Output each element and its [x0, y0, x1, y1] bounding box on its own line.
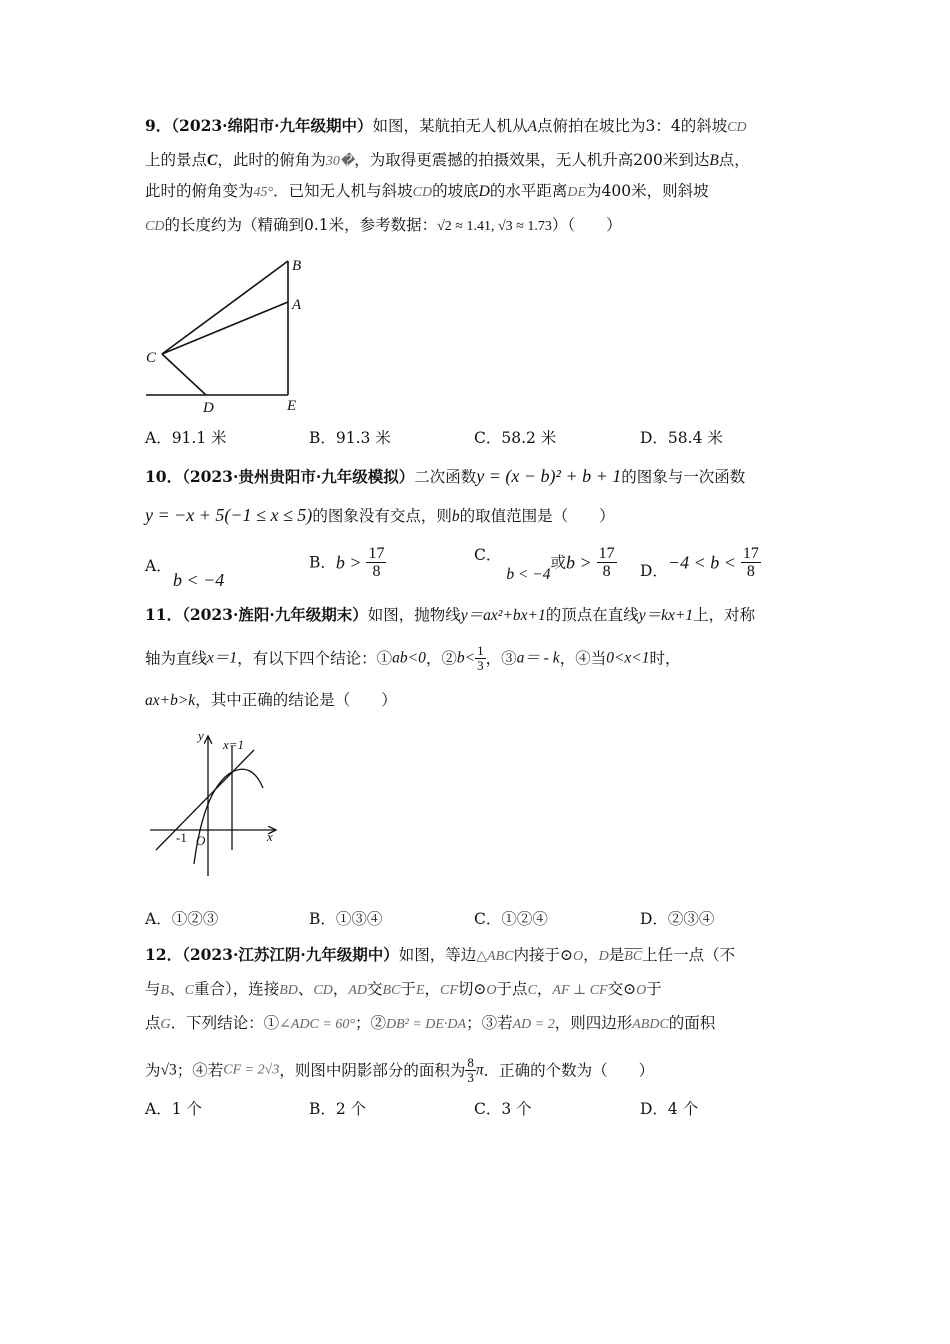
q9-angle-45: 45° — [253, 185, 274, 200]
q12-text: ；③若 — [466, 1014, 513, 1032]
q10-option-b-label: B． — [309, 553, 336, 572]
q11-label-y: y — [198, 728, 204, 743]
q9-line-ca — [162, 302, 288, 354]
q12-text: ， — [332, 980, 349, 998]
q10-option-d-label: D． — [640, 561, 668, 580]
q9-option-d[interactable]: D．58.4 米 — [640, 429, 723, 447]
q12-text: 为 — [145, 1061, 161, 1080]
q11-label-neg1: -1 — [176, 830, 187, 845]
q10-option-b-math: b > — [335, 552, 362, 573]
q10-source: （2023·贵州贵阳市·九年级模拟） — [182, 467, 415, 486]
q11-text: ，④当 — [559, 649, 607, 668]
q9-line-1 — [145, 116, 747, 138]
q12-line-3 — [145, 1013, 715, 1035]
fraction-denominator: 8 — [746, 563, 755, 580]
q12-text: ， — [583, 946, 599, 964]
q12-text: 如图，等边 — [398, 946, 477, 964]
q9-label-e: E — [287, 398, 297, 414]
q12-pi: π — [475, 1061, 484, 1079]
q11-text: 轴为直线 — [145, 649, 208, 668]
q12-text: 切⊙ — [457, 980, 487, 998]
q12-line-2 — [145, 979, 662, 1001]
q9-line-cb — [162, 261, 288, 354]
q12-conclusion-3: AD = 2 — [512, 1017, 555, 1032]
fraction-denominator: 8 — [372, 563, 381, 580]
q12-option-a[interactable]: A．1 个 — [145, 1100, 202, 1118]
q9-var-c: C — [207, 152, 218, 169]
q11-text: ，② — [425, 649, 457, 668]
q10-option-c-math2: b > — [566, 552, 592, 573]
q11-line-3 — [145, 690, 397, 711]
q12-conclusion-2: DB² = DE·DA — [385, 1017, 467, 1032]
q9-option-a[interactable]: A．91.1 米 — [145, 429, 227, 447]
q9-line-4 — [145, 215, 622, 237]
fraction-denominator: 3 — [477, 658, 484, 673]
q11-fraction — [475, 644, 486, 673]
q9-var-b: B — [709, 152, 719, 169]
q9-var-d: D — [478, 183, 490, 200]
q9-text: ，此时的俯角为 — [217, 151, 326, 169]
q9-var-cd: CD — [727, 120, 747, 135]
q12-text: 、 — [169, 980, 185, 998]
q11-text: 如图，抛物线 — [367, 606, 461, 624]
q12-var: BD — [279, 983, 298, 998]
q11-axis-expr: x＝1 — [207, 649, 238, 667]
q11-figure — [148, 728, 283, 878]
q11-parabola-expr: y＝ax²+bx+1 — [460, 607, 546, 624]
q10-var-b: b — [451, 508, 460, 525]
q12-text: 交 — [367, 980, 383, 998]
q12-text: ，则图中阴影部分的面积为 — [279, 1061, 466, 1080]
q9-var-a: A — [527, 118, 537, 135]
q11-label-x: x — [267, 829, 273, 844]
fraction-numerator: 17 — [368, 545, 385, 562]
q9-text: 点俯拍在坡比为3：4的斜坡 — [536, 117, 728, 135]
q12-text: 重合），连接 — [193, 980, 280, 998]
q12-var: O — [486, 983, 497, 998]
q12-var: CD — [313, 983, 333, 998]
q11-text: 上，对称 — [693, 606, 756, 624]
q10-option-d-fraction — [741, 545, 761, 580]
q10-option-d-math: −4 < b < — [667, 552, 736, 573]
q12-text: ；④若 — [176, 1061, 224, 1080]
q9-label-d: D — [203, 400, 214, 416]
q12-text: 交⊙ — [607, 980, 637, 998]
q12-text: 上任一点（不 — [642, 946, 736, 964]
q11-conclusion-1: ab<0 — [392, 649, 426, 667]
q9-source: （2023·绵阳市·九年级期中） — [171, 116, 373, 135]
q12-text: 点 — [145, 1014, 161, 1032]
q12-source: （2023·江苏江阴·九年级期中） — [182, 945, 399, 964]
q11-option-a[interactable]: A．①②③ — [145, 910, 219, 928]
fraction-denominator: 8 — [602, 563, 611, 580]
q9-text: ，为取得更震撼的拍摄效果，无人机升高200米到达 — [354, 151, 710, 169]
q11-inequality: ax+b>k — [145, 692, 196, 709]
q10-option-a-label: A． — [145, 557, 172, 575]
q12-var-o: O — [573, 949, 584, 964]
q12-var: C — [184, 983, 194, 998]
q12-var: E — [415, 983, 425, 998]
q11-line-1 — [145, 605, 755, 626]
q11-conclusion-2: b< — [456, 649, 476, 667]
q11-label-axis: x=1 — [223, 737, 245, 752]
q12-line-1 — [145, 945, 735, 967]
q9-option-b[interactable]: B．91.3 米 — [309, 429, 391, 447]
q12-text: 、 — [297, 980, 314, 998]
q9-text: ）（ ） — [551, 216, 622, 234]
q12-text: ．正确的个数为（ ） — [483, 1061, 655, 1080]
q12-line-4 — [145, 1056, 654, 1085]
fraction-denominator: 3 — [467, 1070, 474, 1085]
q9-label-c: C — [146, 350, 157, 366]
q11-text: 的顶点在直线 — [545, 606, 639, 624]
q11-text: ，③ — [485, 649, 517, 668]
q10-line-1 — [145, 466, 745, 487]
q12-option-b[interactable]: B．2 个 — [309, 1100, 367, 1118]
q9-text: 点， — [718, 151, 750, 169]
q9-text: 为400米，则斜坡 — [586, 182, 709, 200]
q11-option-b[interactable]: B．①③④ — [309, 910, 383, 928]
q9-var-de: DE — [567, 185, 586, 200]
q9-label-b: B — [292, 258, 302, 274]
q12-text: ；② — [354, 1014, 386, 1032]
q10-number: 10． — [145, 467, 183, 486]
q9-reference-data: √2 ≈ 1.41, √3 ≈ 1.73 — [437, 219, 552, 234]
q10-option-c-math1: b < −4 — [506, 565, 551, 583]
q10-option-c[interactable] — [474, 545, 617, 583]
q11-parabola — [194, 769, 263, 864]
q12-conclusion-4: CF = 2√3 — [223, 1062, 280, 1078]
q9-angle-30: 30� — [325, 154, 355, 169]
q12-text: 于 — [646, 980, 662, 998]
q10-option-d[interactable] — [640, 545, 761, 580]
q12-triangle: △ABC — [476, 949, 514, 964]
q11-text: ，有以下四个结论：① — [237, 649, 393, 668]
q9-text: 此时的俯角变为 — [145, 182, 254, 200]
q12-var: B — [160, 983, 170, 998]
q12-text: 的面积 — [668, 1014, 716, 1032]
q12-sqrt3: √3 — [160, 1061, 177, 1079]
q12-text: 与 — [145, 980, 161, 998]
q10-option-b-fraction — [366, 545, 386, 580]
q10-option-a-math: b < −4 — [173, 570, 225, 590]
q10-text: 的图象没有交点，则 — [312, 507, 452, 525]
q10-text: 二次函数 — [414, 468, 477, 486]
q12-number: 12． — [145, 945, 183, 964]
q12-text: 是 — [608, 946, 625, 964]
q12-var-d: D — [598, 949, 609, 964]
q10-text: 的图象与一次函数 — [621, 468, 746, 486]
q9-text: 的水平距离 — [489, 182, 568, 200]
q12-quadrilateral: ABDC — [632, 1017, 669, 1032]
q10-option-a[interactable] — [145, 556, 172, 576]
q10-option-a-expr — [173, 570, 224, 591]
q9-option-c[interactable]: C．58.2 米 — [474, 429, 557, 447]
q12-var: AD — [348, 983, 368, 998]
q11-source: （2023·旌阳·九年级期末） — [182, 605, 368, 624]
q10-option-b[interactable] — [309, 545, 386, 580]
fraction-numerator: 8 — [467, 1055, 474, 1070]
q12-var: G — [160, 1017, 171, 1032]
q9-text: 的长度约为（精确到0.1米，参考数据： — [164, 216, 438, 234]
q11-text: 时， — [649, 649, 681, 668]
q12-var: BC — [382, 983, 401, 998]
q11-text: ，其中正确的结论是（ ） — [195, 691, 397, 709]
q12-var: C — [527, 983, 537, 998]
q12-var: CF — [440, 983, 458, 998]
q12-text: ．下列结论：① — [170, 1014, 280, 1032]
q12-var: O — [636, 983, 647, 998]
q12-perpendicular: AF ⊥ CF — [552, 983, 608, 998]
fraction-numerator: 17 — [742, 545, 759, 562]
q9-line-3 — [145, 181, 709, 203]
q9-label-a: A — [292, 297, 302, 313]
q9-line-2 — [145, 150, 750, 172]
q12-text: ，则四边形 — [554, 1014, 633, 1032]
q11-line-2 — [145, 644, 681, 673]
q12-arc-bc: $\overline{BC}$ — [624, 949, 643, 964]
q11-option-d[interactable]: D．②③④ — [640, 910, 715, 928]
q9-var-cd: CD — [145, 219, 165, 234]
q12-text: 于点 — [496, 980, 528, 998]
q11-number: 11． — [145, 605, 183, 624]
q10-linear-expr: y = −x + 5(−1 ≤ x ≤ 5) — [145, 505, 313, 525]
fraction-numerator: 1 — [477, 643, 484, 658]
q12-option-d[interactable]: D．4 个 — [640, 1100, 699, 1118]
q12-option-c[interactable]: C．3 个 — [474, 1100, 532, 1118]
fraction-numerator: 17 — [598, 545, 615, 562]
q12-text: 于 — [400, 980, 416, 998]
q12-text: ， — [536, 980, 553, 998]
q12-fraction — [465, 1056, 476, 1085]
q11-line-expr: y＝kx+1 — [638, 607, 694, 624]
q9-text: 如图，某航拍无人机从 — [372, 117, 528, 135]
q11-conclusion-3: a＝ - k — [516, 649, 560, 667]
q12-text: 内接于⊙ — [513, 946, 573, 964]
q9-var-cd: CD — [412, 185, 433, 200]
q11-option-c[interactable]: C．①②④ — [474, 910, 548, 928]
q9-text: ．已知无人机与斜坡 — [273, 182, 413, 200]
q12-text: ， — [424, 980, 441, 998]
q11-conclusion-4: 0<x<1 — [606, 649, 650, 667]
q9-text: 上的景点 — [145, 151, 208, 169]
q10-text: 的取值范围是（ ） — [459, 507, 615, 525]
q9-line-cd — [162, 354, 206, 395]
q9-figure — [140, 255, 320, 420]
q10-option-c-or: 或 — [550, 553, 566, 572]
q10-option-c-label: C． — [474, 546, 502, 564]
q10-line-2 — [145, 505, 615, 527]
q9-text: 的坡底 — [432, 182, 479, 200]
q10-quadratic-expr: y = (x − b)² + b + 1 — [476, 466, 622, 486]
q12-conclusion-1: ∠ADC = 60° — [279, 1017, 355, 1032]
q11-label-origin: O — [196, 833, 206, 848]
q9-number: 9． — [145, 116, 172, 135]
q10-option-c-fraction — [597, 545, 617, 580]
